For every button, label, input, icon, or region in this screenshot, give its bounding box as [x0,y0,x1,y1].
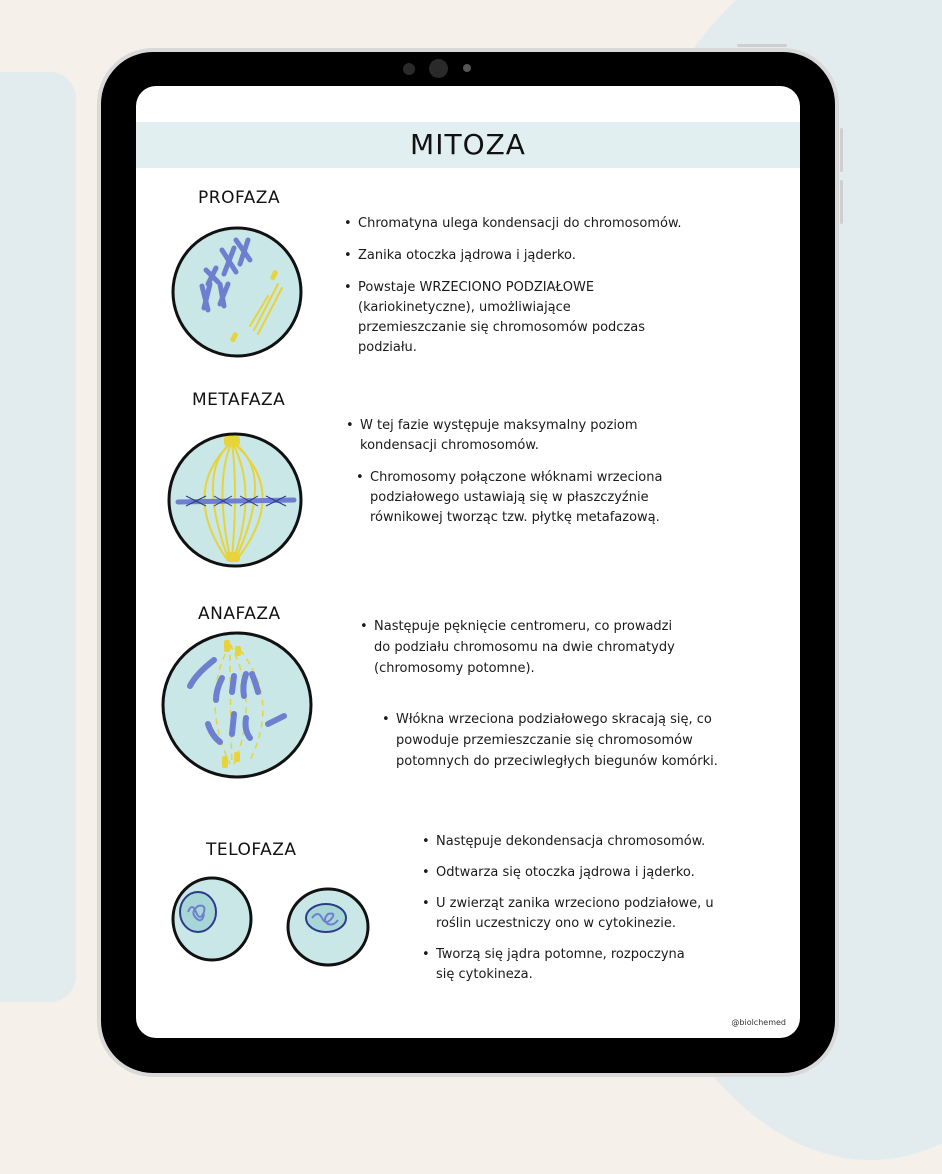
camera-icon [429,59,448,78]
volume-up-button[interactable] [840,128,843,172]
list-item: • W tej fazie występuje maksymalny poziom kondensacji chromosomów. [346,416,660,456]
list-item: • Odtwarza się otoczka jądrowa i jąderko. [422,863,732,883]
list-item: • Następuje dekondensacja chromosomów. [422,832,732,852]
screen [136,86,800,1038]
page-title: MITOZA [410,128,526,161]
list-item: • Powstaje WRZECIONO PODZIAŁOWE (kariokinetyczne), umożliwiające przemieszczanie się chromosomów podczas podziału. [344,278,658,358]
light-sensor-icon [463,64,471,72]
list-item: • Chromosomy połączone włóknami wrzeciona podziałowego ustawiają się w płaszczyźnie równikowej tworząc tzw. płytkę metafazową. [356,468,666,528]
list-item: • Następuje pęknięcie centromeru, co prowadzi do podziału chromosomu na dwie chromatydy (chromosomy potomne). [360,616,684,679]
phase-title-metafaza: METAFAZA [192,390,286,410]
list-item: • Chromatyna ulega kondensacji do chromosomów. [344,214,696,234]
sensor-icon [403,63,415,75]
profaza-points [344,214,696,358]
phase-title-telofaza: TELOFAZA [206,840,297,860]
anaphase-cell-illustration [160,630,314,780]
telofaza-points [422,832,732,985]
top-button[interactable] [737,44,787,47]
phase-title-anafaza: ANAFAZA [198,604,281,624]
metaphase-cell-illustration [166,430,304,570]
volume-down-button[interactable] [840,180,843,224]
list-item: • U zwierząt zanika wrzeciono podziałowe, u roślin uczestniczy ono w cytokinezie. [422,894,732,934]
credit-text: @biolchemed [731,1018,786,1027]
list-item: • Włókna wrzeciona podziałowego skracają się, co powoduje przemieszczanie się chromosomów potomnych do przeciwległych biegunów komórki. [382,709,726,772]
background-blob-left [0,72,76,1002]
phase-title-profaza: PROFAZA [198,188,281,208]
telophase-cell-left-illustration [170,876,254,962]
telophase-cell-right-illustration [286,886,370,968]
anafaza-points [360,616,730,772]
list-item: • Zanika otoczka jądrowa i jąderko. [344,246,696,266]
list-item: • Tworzą się jądra potomne, rozpoczyna się cytokineza. [422,945,706,985]
metafaza-points [346,416,666,528]
prophase-cell-illustration [170,224,304,360]
